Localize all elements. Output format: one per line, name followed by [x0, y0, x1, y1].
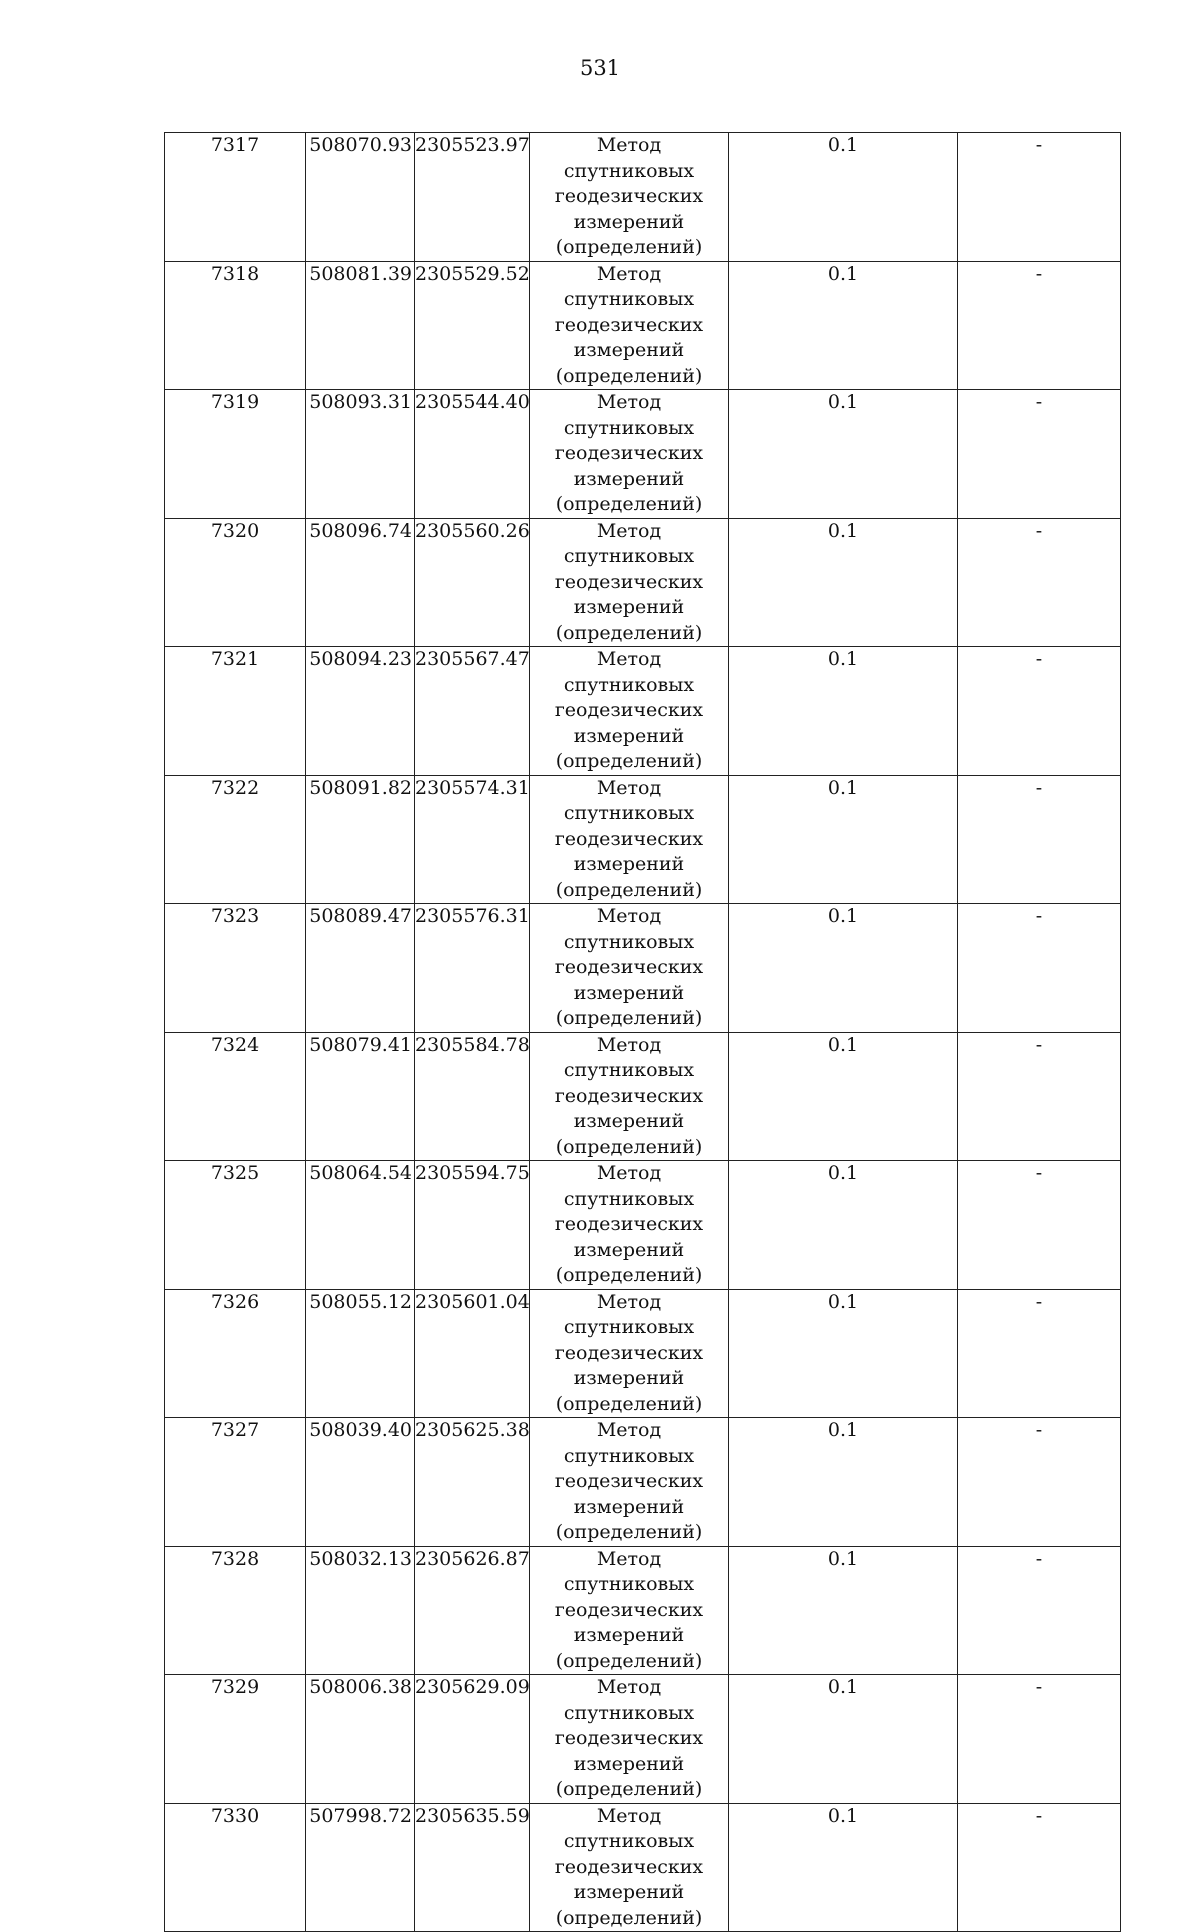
method-cell: Метод спутниковых геодезических измерений (определений): [530, 133, 729, 262]
y-coordinate-cell: 2305544.40: [415, 390, 530, 519]
y-coordinate-cell: 2305629.09: [415, 1675, 530, 1804]
x-coordinate-cell: 508089.47: [306, 904, 415, 1033]
table-row: [165, 1161, 1121, 1290]
note-cell: -: [958, 1289, 1121, 1418]
y-coordinate-cell: 2305601.04: [415, 1289, 530, 1418]
accuracy-cell: 0.1: [729, 390, 958, 519]
point-id-cell: 7321: [165, 647, 306, 776]
table-row: [165, 133, 1121, 262]
note-cell: -: [958, 518, 1121, 647]
x-coordinate-cell: 508064.54: [306, 1161, 415, 1290]
table-row: [165, 1418, 1121, 1547]
note-cell: -: [958, 1546, 1121, 1675]
method-cell: Метод спутниковых геодезических измерений (определений): [530, 1803, 729, 1932]
x-coordinate-cell: 508096.74: [306, 518, 415, 647]
method-cell: Метод спутниковых геодезических измерений (определений): [530, 775, 729, 904]
x-coordinate-cell: 508091.82: [306, 775, 415, 904]
table-row: [165, 904, 1121, 1033]
x-coordinate-cell: 508081.39: [306, 261, 415, 390]
point-id-cell: 7322: [165, 775, 306, 904]
x-coordinate-cell: 508039.40: [306, 1418, 415, 1547]
page-number: 531: [579, 56, 621, 80]
note-cell: -: [958, 1803, 1121, 1932]
table-row: [165, 647, 1121, 776]
accuracy-cell: 0.1: [729, 518, 958, 647]
accuracy-cell: 0.1: [729, 904, 958, 1033]
table-row: [165, 1546, 1121, 1675]
x-coordinate-cell: 508094.23: [306, 647, 415, 776]
note-cell: -: [958, 1032, 1121, 1161]
accuracy-cell: 0.1: [729, 261, 958, 390]
note-cell: -: [958, 1161, 1121, 1290]
y-coordinate-cell: 2305576.31: [415, 904, 530, 1033]
x-coordinate-cell: 508006.38: [306, 1675, 415, 1804]
method-cell: Метод спутниковых геодезических измерений (определений): [530, 1418, 729, 1547]
accuracy-cell: 0.1: [729, 775, 958, 904]
method-cell: Метод спутниковых геодезических измерений (определений): [530, 390, 729, 519]
point-id-cell: 7329: [165, 1675, 306, 1804]
method-cell: Метод спутниковых геодезических измерений (определений): [530, 518, 729, 647]
method-cell: Метод спутниковых геодезических измерений (определений): [530, 904, 729, 1033]
method-cell: Метод спутниковых геодезических измерений (определений): [530, 1675, 729, 1804]
y-coordinate-cell: 2305626.87: [415, 1546, 530, 1675]
method-cell: Метод спутниковых геодезических измерений (определений): [530, 1546, 729, 1675]
table-row: [165, 1032, 1121, 1161]
y-coordinate-cell: 2305523.97: [415, 133, 530, 262]
method-cell: Метод спутниковых геодезических измерений (определений): [530, 261, 729, 390]
accuracy-cell: 0.1: [729, 1675, 958, 1804]
table-body: [165, 133, 1121, 1932]
x-coordinate-cell: 508079.41: [306, 1032, 415, 1161]
accuracy-cell: 0.1: [729, 1032, 958, 1161]
method-cell: Метод спутниковых геодезических измерений (определений): [530, 1289, 729, 1418]
point-id-cell: 7327: [165, 1418, 306, 1547]
point-id-cell: 7325: [165, 1161, 306, 1290]
x-coordinate-cell: 507998.72: [306, 1803, 415, 1932]
x-coordinate-cell: 508055.12: [306, 1289, 415, 1418]
x-coordinate-cell: 508093.31: [306, 390, 415, 519]
accuracy-cell: 0.1: [729, 1289, 958, 1418]
point-id-cell: 7319: [165, 390, 306, 519]
x-coordinate-cell: 508070.93: [306, 133, 415, 262]
table-row: [165, 261, 1121, 390]
method-cell: Метод спутниковых геодезических измерений (определений): [530, 647, 729, 776]
accuracy-cell: 0.1: [729, 133, 958, 262]
accuracy-cell: 0.1: [729, 1803, 958, 1932]
y-coordinate-cell: 2305574.31: [415, 775, 530, 904]
point-id-cell: 7328: [165, 1546, 306, 1675]
point-id-cell: 7320: [165, 518, 306, 647]
point-id-cell: 7323: [165, 904, 306, 1033]
accuracy-cell: 0.1: [729, 1546, 958, 1675]
table-row: [165, 1803, 1121, 1932]
table-row: [165, 1675, 1121, 1804]
note-cell: -: [958, 647, 1121, 776]
accuracy-cell: 0.1: [729, 1161, 958, 1290]
table-row: [165, 775, 1121, 904]
note-cell: -: [958, 1675, 1121, 1804]
y-coordinate-cell: 2305529.52: [415, 261, 530, 390]
point-id-cell: 7330: [165, 1803, 306, 1932]
accuracy-cell: 0.1: [729, 1418, 958, 1547]
note-cell: -: [958, 904, 1121, 1033]
x-coordinate-cell: 508032.13: [306, 1546, 415, 1675]
note-cell: -: [958, 1418, 1121, 1547]
point-id-cell: 7318: [165, 261, 306, 390]
table-row: [165, 1289, 1121, 1418]
point-id-cell: 7317: [165, 133, 306, 262]
note-cell: -: [958, 261, 1121, 390]
method-cell: Метод спутниковых геодезических измерений (определений): [530, 1032, 729, 1161]
note-cell: -: [958, 390, 1121, 519]
y-coordinate-cell: 2305584.78: [415, 1032, 530, 1161]
accuracy-cell: 0.1: [729, 647, 958, 776]
y-coordinate-cell: 2305567.47: [415, 647, 530, 776]
y-coordinate-cell: 2305625.38: [415, 1418, 530, 1547]
y-coordinate-cell: 2305560.26: [415, 518, 530, 647]
coordinates-table: [164, 132, 1121, 1932]
point-id-cell: 7326: [165, 1289, 306, 1418]
note-cell: -: [958, 775, 1121, 904]
table-row: [165, 390, 1121, 519]
y-coordinate-cell: 2305594.75: [415, 1161, 530, 1290]
method-cell: Метод спутниковых геодезических измерений (определений): [530, 1161, 729, 1290]
y-coordinate-cell: 2305635.59: [415, 1803, 530, 1932]
note-cell: -: [958, 133, 1121, 262]
point-id-cell: 7324: [165, 1032, 306, 1161]
table-row: [165, 518, 1121, 647]
